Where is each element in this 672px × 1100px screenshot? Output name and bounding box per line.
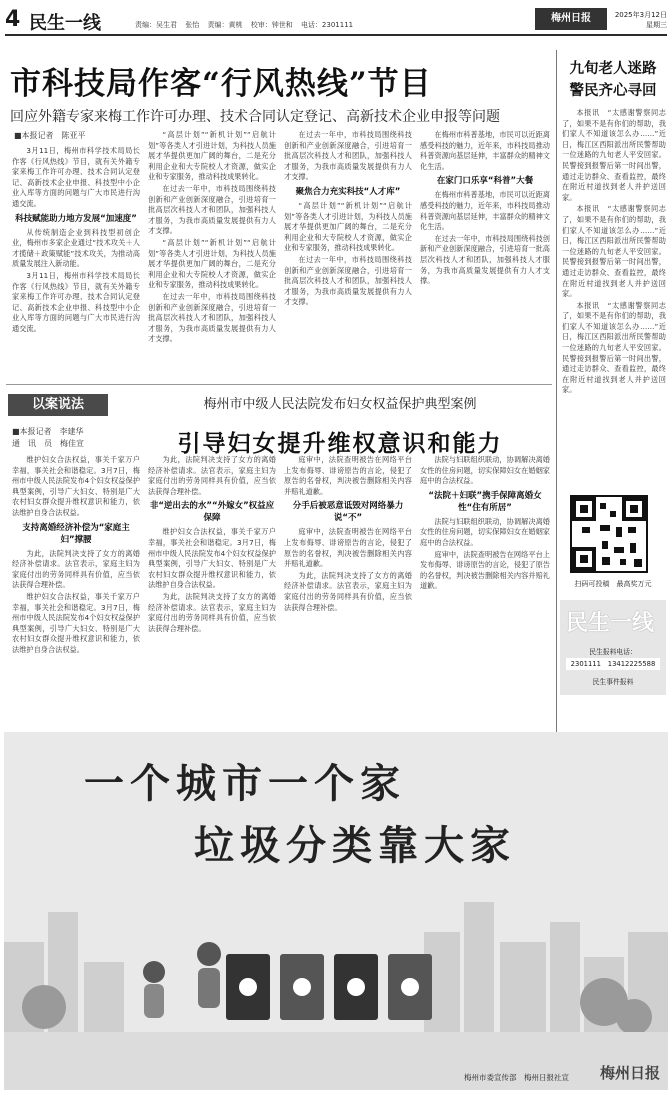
subhead: 聚焦合力充实科技“人才库” (295, 186, 401, 197)
paragraph: 在过去一年中，市科技局围绕科技创新和产业创新深度融合，引进培育一批高层次科技人才和团队，加强科技人才服务，为我市高质量发展提供有力人才支撑。 (284, 254, 412, 307)
article-a-column-1 (12, 146, 140, 378)
editor-credit: 责编：吴生君 (135, 21, 177, 29)
article-b-byline (12, 426, 84, 450)
article-a-byline: ■本报记者 陈亚平 (14, 131, 86, 140)
proof-credit: 责编：黄桃 (207, 21, 243, 29)
paragraph: 维护妇女合法权益，事关千家万户幸福，事关社会和谐稳定。3月7日，梅州市中级人民法院发布4个妇女权益保护典型案例，引导广大妇女、特别是广大农村妇女群众提升维权意识和能力，依法维护自身合法权益。 (12, 591, 140, 654)
paragraph: 在梅州市科普基地，市民可以近距离感受科技的魅力，近年来，市科技局推动科普资源向基层延伸，丰富群众的精神文化生活。 (420, 130, 550, 171)
paragraph: 为此，法院判决支持了女方的离婚经济补偿请求。法官表示，家庭主妇为家庭付出的劳务同样具有价值，应当依法获得合理补偿。 (148, 591, 276, 633)
hotline-subtitle: 民生报料电话： (589, 648, 637, 656)
paragraph: 法院与妇联组织联动，协调解决离婚女性的住房问题，切实保障妇女在婚姻家庭中的合法权益。 (420, 455, 550, 486)
issue-weekday: 星期三 (646, 21, 667, 29)
paragraph: 本报讯 “太感谢警察同志了，如果不是有你们的帮助，我们家人不知道该怎么办……”近日，梅江区西阳派出所民警帮助一位迷路的九旬老人平安回家。民警接到报警后第一时间出警，通过走访群众、查看监控，最终在附近村道找到老人并护送回家。 (562, 300, 666, 395)
recycle-bin-icon (226, 954, 432, 1020)
paragraph: 为此，法院判决支持了女方的离婚经济补偿请求。法官表示，家庭主妇为家庭付出的劳务同样具有价值，应当依法获得合理补偿。 (148, 455, 276, 496)
article-a-subheadline: 回应外籍专家来梅工作许可办理、技术合同认定登记、高新技术企业申报等问题 (10, 109, 500, 125)
article-b-headline: 引导妇女提升维权意识和能力 (177, 430, 503, 457)
case-law-label: 以案说法 (8, 394, 108, 416)
banner-slogan-line-1: 一个城市一个家 (84, 761, 406, 807)
paragraph: 本报讯 “太感谢警察同志了，如果不是有你们的帮助，我们家人不知道该怎么办……”近日，梅江区西阳派出所民警帮助一位迷路的九旬老人平安回家。民警接到报警后第一时间出警，通过走访群众、查看监控，最终在附近村道找到老人并护送回家。 (562, 108, 666, 202)
paragraph: 在过去一年中，市科技局围绕科技创新和产业创新深度融合，引进培育一批高层次科技人才和团队，加强科技人才服务，为我市高质量发展提供有力人才支撑。 (148, 183, 276, 236)
right-column-body (562, 108, 666, 488)
byline-correspondent: 通 讯 员 梅佳宣 (12, 439, 84, 448)
article-a-column-3 (284, 130, 412, 380)
article-b-column-2 (148, 455, 276, 725)
newspaper-logo: 梅州日报 (535, 8, 607, 30)
subhead: 分手后被恶意诋毁对网络暴力说“不” (292, 501, 404, 524)
section-title: 民生一线 (29, 13, 101, 34)
subhead: 科技赋能助力地方发展“加速度” (15, 213, 137, 224)
paragraph: 3月11日，梅州市科学技术局局长作客《行风热线》节目，就有关外籍专家来梅工作许可办理、技术合同认定登记、高新技术企业申报、科技型中小企业入库等方面的问题与广大市民进行沟通交流。 (12, 146, 140, 208)
headline-line-1: 九旬老人迷路 (569, 60, 657, 77)
paragraph: 庭审中，法院查明被告在网络平台上发布侮辱、诽谤原告的言论，侵犯了原告的名誉权，判决被告删除相关内容并赔礼道歉。 (284, 455, 412, 496)
right-column-headline (560, 58, 666, 102)
article-b-column-1 (12, 455, 140, 725)
hotline-credit: 电话：2301111 (300, 21, 354, 29)
paragraph: 从传统制造企业到科技型初创企业，梅州市多家企业通过“技术攻关＋人才揽储＋政策赋能”技术攻关，为推动高质量发展注入新动能。 (12, 227, 140, 269)
paragraph: “高层计划”“新机计划”“启航计划”等各类人才引进计划，为科技人员施展才华提供更加广阔的舞台，二是充分利用企业和大专院校人才资源，做实企业和专家服务，推动科技成果转化。 (148, 130, 276, 182)
volunteer-figure-icon (143, 942, 221, 1018)
article-b-kicker: 梅州市中级人民法院发布妇女权益保护典型案例 (203, 397, 477, 412)
headline-line-2: 警民齐心寻回 (569, 82, 657, 99)
subhead: 在家门口乐享“科普”大餐 (436, 176, 534, 187)
masthead (5, 6, 667, 36)
banner-credit: 梅州市委宣传部 梅州日报社宣 (464, 1073, 569, 1082)
paragraph: 在过去一年中，市科技局围绕科技创新和产业创新深度融合，引进培育一批高层次科技人才和团队，加强科技人才服务，为我市高质量发展提供有力人才支撑。 (148, 291, 276, 344)
paragraph: 庭审中，法院查明被告在网络平台上发布侮辱、诽谤原告的言论，侵犯了原告的名誉权，判决被告删除相关内容并赔礼道歉。 (420, 549, 550, 591)
article-a-headline: 市科技局作客“行风热线”节目 (10, 66, 432, 102)
page-number: 4 (5, 7, 21, 32)
subhead: 非“逆出去的水”“外嫁女”权益应保障 (149, 501, 275, 524)
qr-code-icon[interactable] (570, 495, 648, 573)
hotline-phone: 2301111 13412225588 (566, 658, 660, 670)
byline-reporter: ■本报记者 李建华 (12, 427, 84, 436)
paragraph: 在梅州市科普基地，市民可以近距离感受科技的魅力，近年来，市科技局推动科普资源向基层延伸，丰富群众的精神文化生活。 (420, 190, 550, 232)
paragraph: 法院与妇联组织联动，协调解决离婚女性的住房问题，切实保障妇女在婚姻家庭中的合法权益。 (420, 516, 550, 547)
article-a-column-2 (148, 130, 276, 380)
issue-date: 2025年3月12日 (614, 11, 667, 19)
paragraph: 庭审中，法院查明被告在网络平台上发布侮辱、诽谤原告的言论，侵犯了原告的名誉权，判决被告删除相关内容并赔礼道歉。 (284, 527, 412, 569)
subhead: 支持离婚经济补偿为“家庭主妇”撑腰 (22, 522, 130, 545)
subhead: “法院＋妇联”携手保障离婚女性“住有所居” (428, 490, 542, 513)
hotline-title: 民生一线 (566, 611, 655, 636)
qr-caption: 扫码可投稿 最高奖万元 (574, 580, 652, 588)
article-a-column-4 (420, 130, 550, 380)
section-divider (6, 384, 552, 385)
paragraph: “高层计划”“新机计划”“启航计划”等各类人才引进计划，为科技人员施展才华提供更加广阔的舞台，二是充分利用企业和大专院校人才资源，做实企业和专家服务，推动科技成果转化。 (284, 200, 412, 253)
paragraph: 在过去一年中，市科技局围绕科技创新和产业创新深度融合，引进培育一批高层次科技人才和团队，加强科技人才服务，为我市高质量发展提供有力人才支撑。 (420, 233, 550, 286)
hotline-box (560, 600, 666, 695)
case-law-tag (8, 390, 108, 418)
article-b-column-4 (420, 455, 550, 725)
paragraph: 本报讯 “太感谢警察同志了，如果不是有你们的帮助，我们家人不知道该怎么办……”近日，梅江区西阳派出所民警帮助一位迷路的九旬老人平安回家。民警接到报警后第一时间出警，通过走访群众、查看监控，最终在附近村道找到老人并护送回家。 (562, 204, 666, 299)
designer-credit: 张怡 (185, 21, 200, 29)
paragraph: 3月11日，梅州市科学技术局局长作客《行风热线》节目，就有关外籍专家来梅工作许可办理、技术合同认定登记、高新技术企业申报、科技型中小企业入库等方面的问题与广大市民进行沟通交流。 (12, 270, 140, 333)
paragraph: “高层计划”“新机计划”“启航计划”等各类人才引进计划，为科技人员施展才华提供更加广阔的舞台，二是充分利用企业和大专院校人才资源，做实企业和专家服务，推动科技成果转化。 (148, 237, 276, 290)
paragraph: 为此，法院判决支持了女方的离婚经济补偿请求。法官表示，家庭主妇为家庭付出的劳务同样具有价值，应当依法获得合理补偿。 (12, 548, 140, 590)
public-service-banner (4, 732, 668, 1090)
paragraph: 维护妇女合法权益，事关千家万户幸福，事关社会和谐稳定。3月7日，梅州市中级人民法院发布4个妇女权益保护典型案例，引导广大妇女、特别是广大农村妇女群众提升维权意识和能力，依法维护自身合法权益。 (12, 455, 140, 517)
banner-illustration (4, 732, 668, 1090)
checker-credit: 校审：钟世和 (250, 21, 293, 29)
staff-credits (135, 20, 359, 30)
paragraph: 为此，法院判决支持了女方的离婚经济补偿请求。法官表示，家庭主妇为家庭付出的劳务同样具有价值，应当依法获得合理补偿。 (284, 570, 412, 612)
article-b-column-3 (284, 455, 412, 725)
paragraph: 维护妇女合法权益，事关千家万户幸福，事关社会和谐稳定。3月7日，梅州市中级人民法院发布4个妇女权益保护典型案例，引导广大妇女、特别是广大农村妇女群众提升维权意识和能力，依法维护自身合法权益。 (148, 527, 276, 590)
dateline (611, 10, 667, 30)
hotline-footer: 民生事件报料 (592, 678, 634, 686)
banner-stamp: 梅州日报 (599, 1064, 660, 1082)
banner-slogan-line-2: 垃圾分类靠大家 (194, 823, 516, 869)
paragraph: 在过去一年中，市科技局围绕科技创新和产业创新深度融合，引进培育一批高层次科技人才和团队，加强科技人才服务，为我市高质量发展提供有力人才支撑。 (284, 130, 412, 182)
